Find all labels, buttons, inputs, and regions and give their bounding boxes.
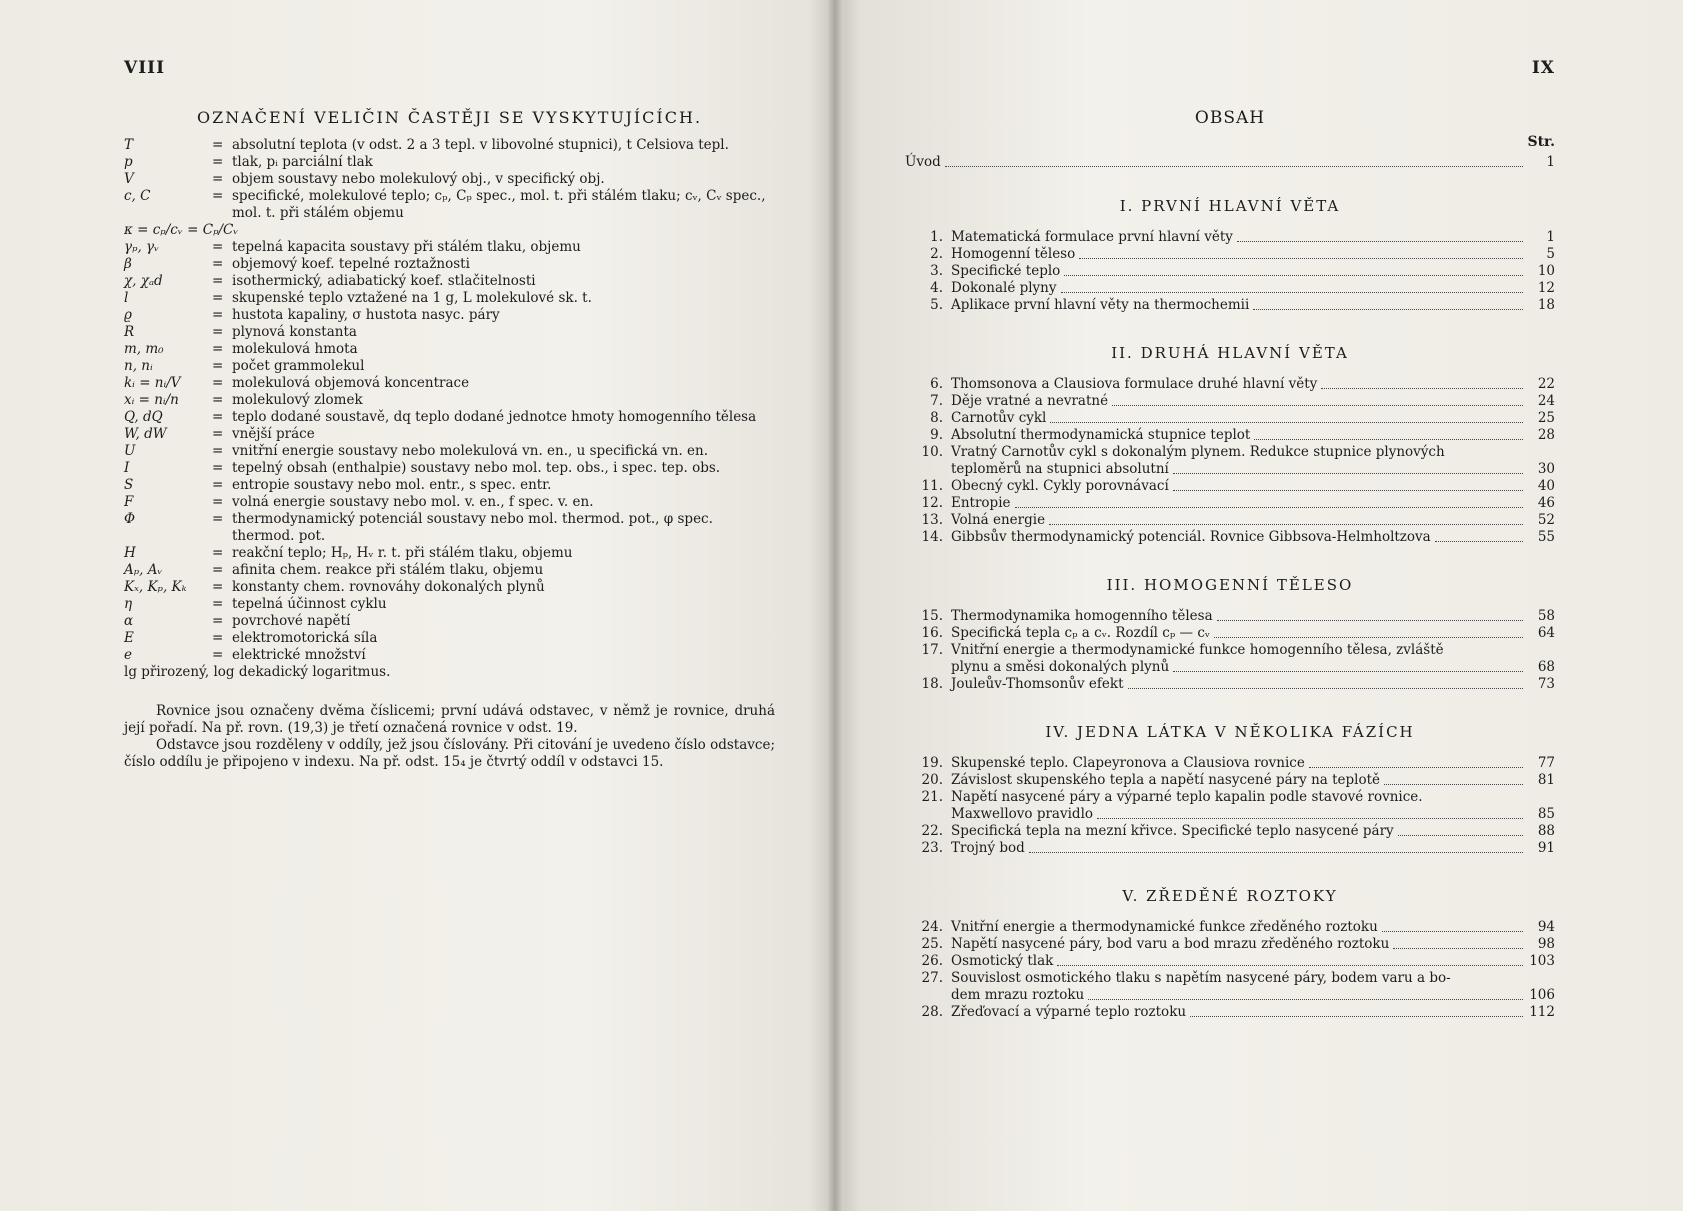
dot-leader [1049, 524, 1523, 525]
symbol-definition: tepelná kapacita soustavy při stálém tlaku, objemu [232, 239, 581, 255]
symbol-definition: vnitřní energie soustavy nebo molekulová vn. en., u specifická vn. en. [232, 443, 709, 459]
equals-sign: = [212, 375, 224, 391]
toc-entry[interactable] [905, 512, 1555, 529]
notes [124, 703, 775, 771]
chapter-heading[interactable]: V. ZŘEDĚNÉ ROZTOKY [1122, 887, 1338, 905]
toc-entry-number: 21. [921, 789, 943, 805]
toc-entry-label: Carnotův cykl [951, 410, 1047, 426]
toc-entry-label: Gibbsův thermodynamický potenciál. Rovnice Gibbsova-Helmholtzova [951, 529, 1431, 545]
dot-leader [1435, 541, 1523, 542]
symbol: Kₓ, Kₚ, Kₖ [124, 579, 187, 595]
book-gutter [826, 0, 844, 1211]
equals-sign: = [212, 460, 224, 476]
toc-entry-label: Děje vratné a nevratné [951, 393, 1109, 409]
toc-entry-uvod[interactable] [905, 154, 1555, 171]
symbol: χ, χₐd [124, 273, 163, 289]
toc-entry-page: 77 [1537, 755, 1555, 771]
symbol-row [124, 290, 775, 307]
equals-sign: = [212, 426, 224, 442]
equals-sign: = [212, 443, 224, 459]
toc-entry-label-cont: dem mrazu roztoku [951, 987, 1085, 1003]
symbol-row [124, 239, 775, 256]
symbol: R [124, 324, 135, 340]
toc-entry-label: Specifické teplo [951, 263, 1061, 279]
toc-entry[interactable] [905, 953, 1555, 970]
symbol-row [124, 579, 775, 596]
toc-entry[interactable] [905, 823, 1555, 840]
page-number-left: VIII [124, 58, 166, 78]
symbol-definition: vnější práce [232, 426, 315, 442]
chapter-heading[interactable]: II. DRUHÁ HLAVNÍ VĚTA [1111, 344, 1349, 362]
symbol-definition: počet grammolekul [232, 358, 365, 374]
toc-entry-number: 24. [921, 919, 943, 935]
toc-entry-label: Specifická tepla na mezní křivce. Specifické teplo nasycené páry [951, 823, 1394, 839]
toc-entry-page: 55 [1537, 529, 1555, 545]
symbol-definition: objemový koef. tepelné roztažnosti [232, 256, 470, 272]
toc-entry-page: 103 [1529, 953, 1555, 969]
toc-entry-page: 1 [1546, 154, 1555, 170]
symbol-row [124, 256, 775, 273]
toc-entry-label: Thermodynamika homogenního tělesa [951, 608, 1213, 624]
symbol-row [124, 443, 775, 460]
dot-leader [1173, 671, 1523, 672]
dot-leader [1309, 767, 1523, 768]
dot-leader [1057, 965, 1523, 966]
page-number-right: IX [1531, 58, 1555, 78]
equals-sign: = [212, 188, 224, 204]
dot-leader [1064, 275, 1523, 276]
toc-entry-number: 13. [921, 512, 943, 528]
dot-leader [1214, 637, 1523, 638]
toc-entry-page: 94 [1537, 919, 1555, 935]
symbols-table [124, 137, 775, 664]
toc-entry[interactable] [905, 625, 1555, 642]
toc-entry-number: 11. [921, 478, 943, 494]
symbol-row [124, 477, 775, 494]
toc-entry[interactable] [905, 280, 1555, 297]
left-page [0, 0, 835, 1211]
toc-entry-number: 2. [930, 246, 943, 262]
toc-entry-number: 16. [921, 625, 943, 641]
symbol-definition: tlak, pᵢ parciální tlak [232, 154, 373, 170]
page-column-header: Str. [1527, 134, 1555, 150]
symbol: xᵢ = nᵢ/n [124, 392, 179, 408]
toc-entry[interactable] [905, 676, 1555, 693]
toc-entry-label: Entropie [951, 495, 1011, 511]
toc-entry-page: 64 [1537, 625, 1555, 641]
toc-entry-label: Napětí nasycené páry a výparné teplo kapalin podle stavové rovnice. [951, 789, 1423, 805]
equals-sign: = [212, 613, 224, 629]
symbol-definition: konstanty chem. rovnováhy dokonalých plynů [232, 579, 545, 595]
dot-leader [1254, 439, 1523, 440]
symbol: S [124, 477, 134, 493]
equals-sign: = [212, 256, 224, 272]
symbol-row [124, 596, 775, 613]
symbol: η [124, 596, 133, 612]
symbol-row [124, 358, 775, 375]
symbol-row [124, 392, 775, 409]
dot-leader [1128, 688, 1523, 689]
dot-leader [1079, 258, 1523, 259]
toc-entry-number: 9. [930, 427, 943, 443]
dot-leader [1190, 1016, 1523, 1017]
toc-entry-label-cont: Maxwellovo pravidlo [951, 806, 1094, 822]
symbol-row [124, 426, 775, 443]
equals-sign: = [212, 358, 224, 374]
toc-entry-label: Matematická formulace první hlavní věty [951, 229, 1233, 245]
toc-entry-label: Volná energie [951, 512, 1046, 528]
toc-entry-label: Obecný cykl. Cykly porovnávací [951, 478, 1169, 494]
symbol-definition: molekulový zlomek [232, 392, 363, 408]
symbol-definition: hustota kapaliny, σ hustota nasyc. páry [232, 307, 500, 323]
right-page [835, 0, 1683, 1211]
dot-leader [1237, 241, 1523, 242]
toc-entry[interactable] [905, 1004, 1555, 1021]
toc-entry[interactable] [905, 376, 1555, 393]
toc-entry-continuation[interactable] [905, 461, 1555, 478]
toc-entry-number: 6. [930, 376, 943, 392]
toc-entry[interactable] [905, 495, 1555, 512]
symbol: ϱ [124, 307, 132, 323]
equals-sign: = [212, 392, 224, 408]
note-sections: Odstavce jsou rozděleny v oddíly, jež jsou číslovány. Při citování je uvedeno číslo odstavce; číslo oddílu je připojeno v indexu. Na př. odst. 15₄ je čtvrtý oddíl v odstavci 15. [124, 737, 775, 770]
equals-sign: = [212, 273, 224, 289]
toc-entry-label: Souvislost osmotického tlaku s napětím nasycené páry, bodem varu a bo- [951, 970, 1451, 986]
dot-leader [1015, 507, 1523, 508]
toc-entry[interactable] [905, 970, 1555, 987]
toc-entry-page: 25 [1537, 410, 1555, 426]
symbol: e [124, 647, 132, 663]
toc-entry-number: 19. [921, 755, 943, 771]
toc-entry-label: Skupenské teplo. Clapeyronova a Clausiova rovnice [951, 755, 1305, 771]
toc-entry[interactable] [905, 393, 1555, 410]
toc-entry-page: 24 [1537, 393, 1555, 409]
toc-entry-number: 25. [921, 936, 943, 952]
symbol-definition: skupenské teplo vztažené na 1 g, L molekulové sk. t. [232, 290, 592, 306]
toc-entry[interactable] [905, 229, 1555, 246]
equals-sign: = [212, 154, 224, 170]
symbol-row [124, 137, 775, 154]
toc-entry-page: 91 [1537, 840, 1555, 856]
toc-entry-number: 5. [930, 297, 943, 313]
symbol-definition: afinita chem. reakce při stálém tlaku, objemu [232, 562, 544, 578]
toc-entry-number: 1. [930, 229, 943, 245]
symbol: γₚ, γᵥ [124, 239, 160, 255]
toc-entry-continuation[interactable] [905, 659, 1555, 676]
toc-entry-number: 4. [930, 280, 943, 296]
toc-entry-page: 46 [1537, 495, 1555, 511]
equals-sign: = [212, 545, 224, 561]
toc-entry[interactable] [905, 789, 1555, 806]
toc-entry-label: Aplikace první hlavní věty na thermochemii [951, 297, 1250, 313]
symbol-row [124, 171, 775, 188]
toc-entry-number: 15. [921, 608, 943, 624]
symbol-definition: specifické, molekulové teplo; cₚ, Cₚ spec., mol. t. při stálém tlaku; cᵥ, Cᵥ spec., mol. t. při stálém objemu [232, 188, 766, 221]
equals-sign: = [212, 409, 224, 425]
dot-leader [1029, 852, 1523, 853]
toc-entry-label: Zřeďovací a výparné teplo roztoku [951, 1004, 1187, 1020]
toc-entry-page: 5 [1546, 246, 1555, 262]
equals-sign: = [212, 341, 224, 357]
dot-leader [1173, 473, 1523, 474]
dot-leader [1097, 818, 1523, 819]
dot-leader [1061, 292, 1523, 293]
toc-entry[interactable] [905, 478, 1555, 495]
toc-entry-label: Jouleův-Thomsonův efekt [951, 676, 1124, 692]
dot-leader [1088, 999, 1523, 1000]
symbol-row [124, 511, 775, 545]
dot-leader [1217, 620, 1523, 621]
dot-leader [1253, 309, 1523, 310]
table-of-contents [905, 197, 1555, 1021]
toc-entry-number: 22. [921, 823, 943, 839]
dot-leader [1382, 931, 1523, 932]
symbol-definition: reakční teplo; Hₚ, Hᵥ r. t. při stálém tlaku, objemu [232, 545, 573, 561]
toc-entry[interactable] [905, 427, 1555, 444]
symbol-definition: teplo dodané soustavě, dq teplo dodané jednotce hmoty homogenního tělesa [232, 409, 757, 425]
symbol-definition: absolutní teplota (v odst. 2 a 3 tepl. v libovolné stupnici), t Celsiova tepl. [232, 137, 729, 153]
toc-entry-label: Úvod [905, 154, 941, 170]
toc-title: OBSAH [1194, 108, 1266, 128]
symbol-row [124, 222, 775, 239]
dot-leader [1173, 490, 1523, 491]
equals-sign: = [212, 579, 224, 595]
dot-leader [1112, 405, 1523, 406]
equals-sign: = [212, 239, 224, 255]
equals-sign: = [212, 596, 224, 612]
toc-entry-number: 26. [921, 953, 943, 969]
symbol-definition: isothermický, adiabatický koef. stlačitelnosti [232, 273, 536, 289]
symbol: H [124, 545, 136, 561]
symbol: m, m₀ [124, 341, 164, 357]
note-equations: Rovnice jsou označeny dvěma číslicemi; první udává odstavec, v němž je rovnice, druhá její pořadí. Na př. rovn. (19,3) je třetí označená rovnice v odst. 19. [124, 703, 775, 736]
symbol-row [124, 307, 775, 324]
toc-entry-number: 12. [921, 495, 943, 511]
toc-entry[interactable] [905, 919, 1555, 936]
symbol: Aₚ, Aᵥ [124, 562, 163, 578]
toc-entry[interactable] [905, 246, 1555, 263]
symbol-row [124, 409, 775, 426]
toc-entry-page: 88 [1537, 823, 1555, 839]
toc-entry-page: 68 [1537, 659, 1555, 675]
symbol-definition: tepelná účinnost cyklu [232, 596, 387, 612]
toc-entry-label: Osmotický tlak [951, 953, 1054, 969]
symbol-row [124, 324, 775, 341]
toc-entry-label-cont: teploměrů na stupnici absolutní [951, 461, 1169, 477]
toc-entry[interactable] [905, 263, 1555, 280]
equals-sign: = [212, 562, 224, 578]
equals-sign: = [212, 647, 224, 663]
equals-sign: = [212, 137, 224, 153]
toc-entry-page: 106 [1529, 987, 1555, 1003]
toc-entry-page: 1 [1546, 229, 1555, 245]
toc-entry-number: 3. [930, 263, 943, 279]
toc-entry-number: 20. [921, 772, 943, 788]
symbol: l [124, 290, 129, 306]
toc-entry-page: 18 [1537, 297, 1555, 313]
toc-entry-page: 22 [1537, 376, 1555, 392]
symbol: n, nᵢ [124, 358, 153, 374]
symbol: U [124, 443, 136, 459]
symbol: c, C [124, 188, 151, 204]
chapter-heading[interactable]: IV. JEDNA LÁTKA V NĚKOLIKA FÁZÍCH [1045, 723, 1415, 741]
symbol-row [124, 562, 775, 579]
toc-entry-page: 58 [1537, 608, 1555, 624]
toc-entry-label: Thomsonova a Clausiova formulace druhé hlavní věty [951, 376, 1318, 392]
symbol-row [124, 154, 775, 171]
dot-leader [1384, 784, 1523, 785]
equals-sign: = [212, 494, 224, 510]
toc-entry-page: 85 [1537, 806, 1555, 822]
toc-entry-number: 7. [930, 393, 943, 409]
toc-entry-number: 23. [921, 840, 943, 856]
symbol-row [124, 341, 775, 358]
equals-sign: = [212, 511, 224, 527]
symbol: β [124, 256, 132, 272]
toc-entry-label-cont: plynu a směsi dokonalých plynů [951, 659, 1170, 675]
symbol-definition: plynová konstanta [232, 324, 357, 340]
toc-entry-label: Dokonalé plyny [951, 280, 1057, 296]
toc-entry-page: 112 [1529, 1004, 1555, 1020]
symbol: T [124, 137, 134, 153]
toc-entry-label: Homogenní těleso [951, 246, 1076, 262]
equals-sign: = [212, 290, 224, 306]
dot-leader [945, 166, 1523, 167]
toc-entry-label: Specifická tepla cₚ a cᵥ. Rozdíl cₚ — cᵥ [951, 625, 1210, 641]
symbol-row [124, 494, 775, 511]
symbol-row [124, 188, 775, 222]
symbol-row [124, 460, 775, 477]
toc-entry[interactable] [905, 444, 1555, 461]
symbol-definition: volná energie soustavy nebo mol. v. en., f spec. v. en. [232, 494, 594, 510]
toc-entry-number: 17. [921, 642, 943, 658]
toc-entry-label: Vnitřní energie a thermodynamické funkce zředěného roztoku [951, 919, 1378, 935]
equals-sign: = [212, 307, 224, 323]
equals-sign: = [212, 477, 224, 493]
symbol-definition: objem soustavy nebo molekulový obj., v specifický obj. [232, 171, 605, 187]
toc-entry[interactable] [905, 297, 1555, 314]
toc-entry-page: 52 [1537, 512, 1555, 528]
toc-entry[interactable] [905, 608, 1555, 625]
toc-entry-page: 10 [1537, 263, 1555, 279]
toc-entry-page: 81 [1537, 772, 1555, 788]
symbol-definition: thermodynamický potenciál soustavy nebo mol. thermod. pot., φ spec. thermod. pot. [232, 511, 713, 544]
chapter-heading[interactable]: III. HOMOGENNÍ TĚLESO [1106, 576, 1354, 594]
symbol: Φ [124, 511, 136, 527]
toc-entry-page: 98 [1537, 936, 1555, 952]
symbol: W, dW [124, 426, 167, 442]
symbol: I [124, 460, 130, 476]
dot-leader [1393, 948, 1523, 949]
symbol-definition: molekulová objemová koncentrace [232, 375, 470, 391]
toc-entry-label: Absolutní thermodynamická stupnice teplot [951, 427, 1251, 443]
symbol-definition: molekulová hmota [232, 341, 358, 357]
toc-entry-continuation[interactable] [905, 987, 1555, 1004]
equals-sign: = [212, 171, 224, 187]
toc-entry-number: 10. [921, 444, 943, 460]
symbol: F [124, 494, 134, 510]
toc-entry-page: 40 [1537, 478, 1555, 494]
chapter-heading[interactable]: I. PRVNÍ HLAVNÍ VĚTA [1119, 197, 1341, 215]
toc-entry[interactable] [905, 410, 1555, 427]
toc-entry-label: Trojný bod [951, 840, 1025, 856]
toc-entry-page: 28 [1537, 427, 1555, 443]
toc-entry[interactable] [905, 642, 1555, 659]
dot-leader [1398, 835, 1523, 836]
toc-entry-continuation[interactable] [905, 806, 1555, 823]
symbol: p [124, 154, 133, 170]
symbol-row [124, 613, 775, 630]
symbol-definition: elektrické množství [232, 647, 366, 663]
symbol: κ = cₚ/cᵥ = Cₚ/Cᵥ [124, 222, 239, 238]
toc-entry-page: 12 [1537, 280, 1555, 296]
toc-entry[interactable] [905, 772, 1555, 789]
equals-sign: = [212, 324, 224, 340]
toc-entry-number: 8. [930, 410, 943, 426]
symbol: kᵢ = nᵢ/V [124, 375, 181, 391]
symbol: E [124, 630, 134, 646]
toc-entry-label: Vnitřní energie a thermodynamické funkce homogenního tělesa, zvláště [951, 642, 1444, 658]
symbol-row [124, 273, 775, 290]
dot-leader [1321, 388, 1523, 389]
symbol-row [124, 375, 775, 392]
symbol-definition: povrchové napětí [232, 613, 351, 629]
toc-entry[interactable] [905, 755, 1555, 772]
symbols-title: OZNAČENÍ VELIČIN ČASTĚJI SE VYSKYTUJÍCÍCH. [196, 108, 703, 127]
toc-entry-number: 18. [921, 676, 943, 692]
symbol-definition: elektromotorická síla [232, 630, 378, 646]
toc-entry-label: Závislost skupenského tepla a napětí nasycené páry na teplotě [951, 772, 1381, 788]
toc-entry[interactable] [905, 840, 1555, 857]
toc-entry-label: Napětí nasycené páry, bod varu a bod mrazu zředěného roztoku [951, 936, 1390, 952]
toc-entry-page: 30 [1537, 461, 1555, 477]
toc-entry-number: 27. [921, 970, 943, 986]
symbol: α [124, 613, 134, 629]
symbol-row [124, 647, 775, 664]
toc-entry[interactable] [905, 529, 1555, 546]
toc-entry[interactable] [905, 936, 1555, 953]
equals-sign: = [212, 630, 224, 646]
symbol-row [124, 630, 775, 647]
symbol: V [124, 171, 134, 187]
dot-leader [1050, 422, 1523, 423]
symbol-definition: tepelný obsah (enthalpie) soustavy nebo mol. tep. obs., i spec. tep. obs. [232, 460, 721, 476]
symbol-row [124, 545, 775, 562]
toc-entry-number: 14. [921, 529, 943, 545]
logarithm-note: lg přirozený, log dekadický logaritmus. [124, 664, 391, 680]
toc-entry-page: 73 [1537, 676, 1555, 692]
symbol: Q, dQ [124, 409, 163, 425]
symbol-definition: entropie soustavy nebo mol. entr., s spec. entr. [232, 477, 552, 493]
toc-entry-number: 28. [921, 1004, 943, 1020]
toc-entry-label: Vratný Carnotův cykl s dokonalým plynem. Redukce stupnice plynových [951, 444, 1445, 460]
